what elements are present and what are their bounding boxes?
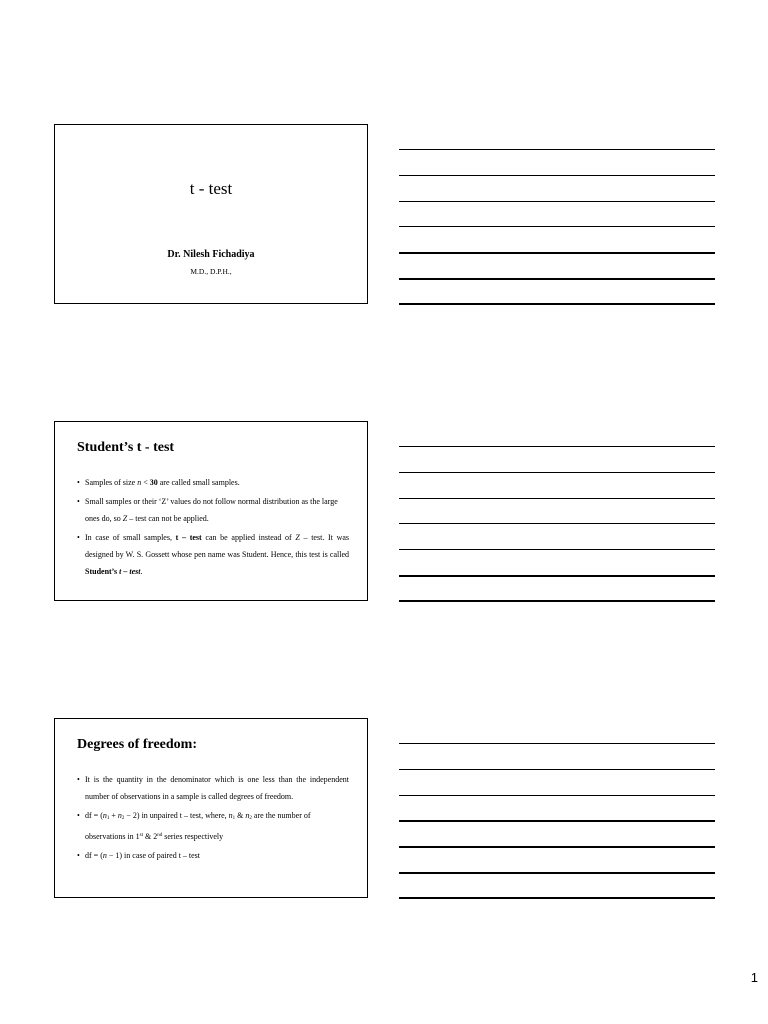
note-line: [399, 872, 715, 874]
text: Samples of size: [85, 478, 138, 487]
text: − 1): [106, 851, 123, 860]
text: <: [141, 478, 150, 487]
math-z: Z: [295, 533, 300, 542]
note-line: [399, 149, 715, 150]
note-line: [399, 743, 715, 744]
note-line: [399, 820, 715, 822]
text: (: [100, 811, 103, 820]
bullet-small-samples: [77, 474, 349, 491]
text: series respectively: [162, 832, 224, 841]
math-n: n: [137, 478, 142, 487]
text: df =: [85, 811, 101, 820]
author-credentials: M.D., D.P.H.,: [190, 267, 232, 276]
note-line: [399, 846, 715, 848]
text: – test can not be applied.: [127, 514, 209, 523]
note-line: [399, 252, 715, 254]
note-line: [399, 523, 715, 524]
text: +: [109, 811, 118, 820]
slide-2-bullets: [77, 474, 349, 582]
slide-2-heading: Student’s t - test: [77, 440, 175, 455]
text: 30: [149, 478, 158, 487]
math-n: n: [117, 811, 122, 820]
text: are called small samples.: [157, 478, 240, 487]
subscript: 2: [121, 816, 125, 821]
text: are the number of observations in 1: [85, 811, 311, 841]
text: Small samples or their ‘Z’ values do not follow normal distribution as the large ones do, so: [85, 497, 338, 523]
note-line: [399, 226, 715, 227]
note-line: [399, 795, 715, 796]
note-line: [399, 201, 715, 202]
math-n: n: [245, 811, 250, 820]
bullet-unpaired-df: [77, 807, 349, 845]
text: In case of small samples,: [85, 533, 176, 542]
slide-1-heading: t - test: [189, 179, 233, 198]
math-n: n: [228, 811, 233, 820]
slide-3-degrees-of-freedom: [54, 718, 368, 898]
text: & 2: [143, 832, 158, 841]
note-line: [399, 769, 715, 770]
slide-3-bullets: [77, 771, 349, 866]
text: .: [140, 567, 143, 576]
math-z: Z: [122, 514, 128, 523]
bullet-definition: • It is the quantity in the denominator which is one less than the independent number of observations in a sample is called degrees of freedom.: [77, 771, 349, 805]
text: df =: [85, 851, 101, 860]
text: − 2): [124, 811, 140, 820]
subscript: 2: [249, 816, 252, 821]
note-line: [399, 897, 715, 899]
author-name: Dr. Nilesh Fichadiya: [167, 249, 255, 260]
slide-2-students-t-test: [54, 421, 368, 601]
bullet-t-test: [77, 529, 349, 580]
note-line: [399, 472, 715, 473]
text: in unpaired t – test, where,: [139, 811, 229, 820]
math-n: n: [102, 811, 107, 820]
note-line: [399, 303, 715, 305]
text: Student’s: [85, 567, 120, 576]
text: t – test: [175, 533, 202, 542]
note-line: [399, 549, 715, 550]
bullet-paired-df: [77, 847, 349, 864]
note-line: [399, 175, 715, 176]
text: can be applied instead of: [201, 533, 296, 542]
superscript: nd: [157, 833, 163, 838]
note-line: [399, 278, 715, 280]
text: in case of paired t – test: [122, 851, 201, 860]
superscript: st: [139, 833, 144, 838]
note-line: [399, 446, 715, 447]
note-line: [399, 498, 715, 499]
text: – test. It was designed by W. S. Gossett whose pen name was Student. Hence, this test is called: [85, 533, 350, 559]
note-line: [399, 600, 715, 602]
text: (: [100, 851, 103, 860]
subscript: 1: [106, 816, 110, 821]
bullet-z-values: [77, 493, 349, 527]
slide-1-title: [54, 124, 368, 304]
subscript: 1: [232, 816, 236, 821]
page-number: 1: [750, 970, 758, 985]
text: t – test: [119, 567, 141, 576]
slide-3-heading: Degrees of freedom:: [77, 737, 197, 752]
note-line: [399, 575, 715, 577]
text: &: [235, 811, 246, 820]
math-n: n: [102, 851, 107, 860]
